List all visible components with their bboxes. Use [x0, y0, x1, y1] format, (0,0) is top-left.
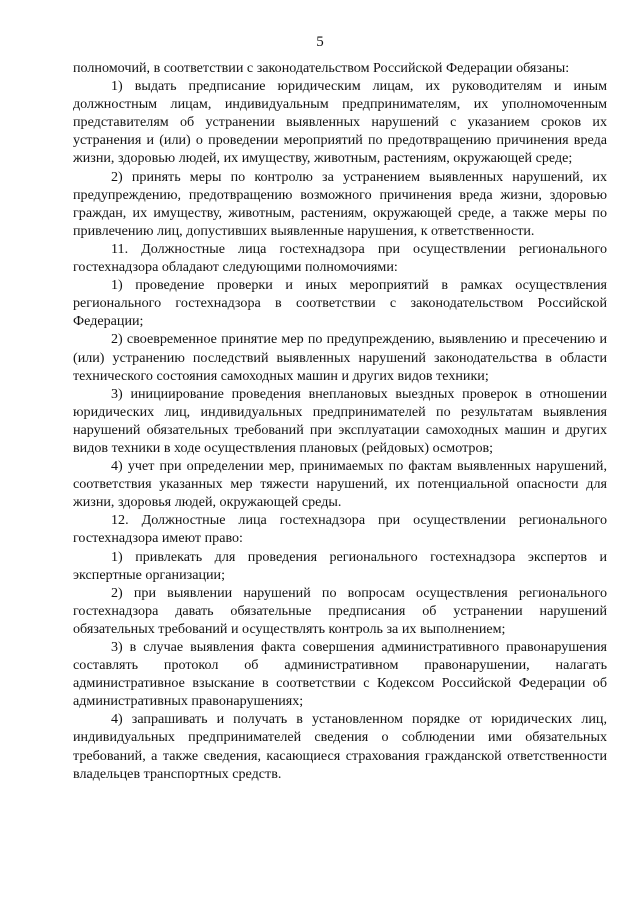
paragraph-right-4: 4) запрашивать и получать в установленном порядке от юридических лиц, индивидуальных предпринимателей сведения о соблюдении ими обязательных требований, а также сведения, касающиеся страхования гражданской ответственности владельцев транспортных средств.: [73, 711, 607, 782]
paragraph-power-4: 4) учет при определении мер, принимаемых по фактам выявленных нарушений, соответствия указанных мер тяжести нарушений, их потенциальной опасности для жизни, здоровья людей, окружающей среды.: [73, 458, 607, 511]
paragraph-power-1: 1) проведение проверки и иных мероприятий в рамках осуществления регионального гостехнадзора в соответствии с законодательством Российской Федерации;: [73, 277, 607, 330]
document-body: [73, 59, 607, 783]
paragraph-continuation: полномочий, в соответствии с законодательством Российской Федерации обязаны:: [73, 60, 570, 76]
paragraph-right-2: 2) при выявлении нарушений по вопросам осуществления регионального гостехнадзора давать обязательные предписания об устранении нарушений обязательных требований и осуществлять контроль за их выполнением;: [73, 584, 607, 637]
paragraph-right-3: 3) в случае выявления факта совершения административного правонарушения составлять протокол об административном правонарушении, налагать административное взыскание в соответствии с Кодексом Российской Федерации об административных правонарушениях;: [73, 639, 607, 710]
paragraph-duty-1: 1) выдать предписание юридическим лицам, их руководителям и иным должностным лицам, индивидуальным предпринимателям, их уполномоченным представителям об устранении выявленных нарушений с указанием сроков их устранения и (или) о проведении мероприятий по предотвращению причинения вреда жизни, здоровью людей, их имуществу, животным, растениям, окружающей среде;: [73, 78, 607, 167]
page-number: 5: [316, 34, 324, 50]
paragraph-section-12: 12. Должностные лица гостехнадзора при осуществлении регионального гостехнадзора имеют право:: [73, 512, 607, 547]
paragraph-power-2: 2) своевременное принятие мер по предупреждению, выявлению и пресечению и (или) устранению последствий выявленных нарушений законодательства в области технического состояния самоходных машин и других видов техники;: [73, 331, 607, 384]
paragraph-duty-2: 2) принять меры по контролю за устранением выявленных нарушений, их предупреждению, предотвращению возможного причинения вреда жизни, здоровью граждан, их имуществу, животным, растениям, окружающей среде, а также меры по привлечению лиц, допустивших выявленные нарушения, к ответственности.: [73, 168, 607, 239]
paragraph-power-3: 3) инициирование проведения внеплановых выездных проверок в отношении юридических лиц, индивидуальных предпринимателей по результатам выявления нарушений обязательных требований при эксплуатации самоходных машин и других видов техники в ходе осуществления плановых (рейдовых) осмотров;: [73, 385, 607, 456]
paragraph-right-1: 1) привлекать для проведения регионального гостехнадзора экспертов и экспертные организации;: [73, 548, 607, 583]
paragraph-section-11: 11. Должностные лица гостехнадзора при осуществлении регионального гостехнадзора обладают следующими полномочиями:: [73, 240, 607, 276]
